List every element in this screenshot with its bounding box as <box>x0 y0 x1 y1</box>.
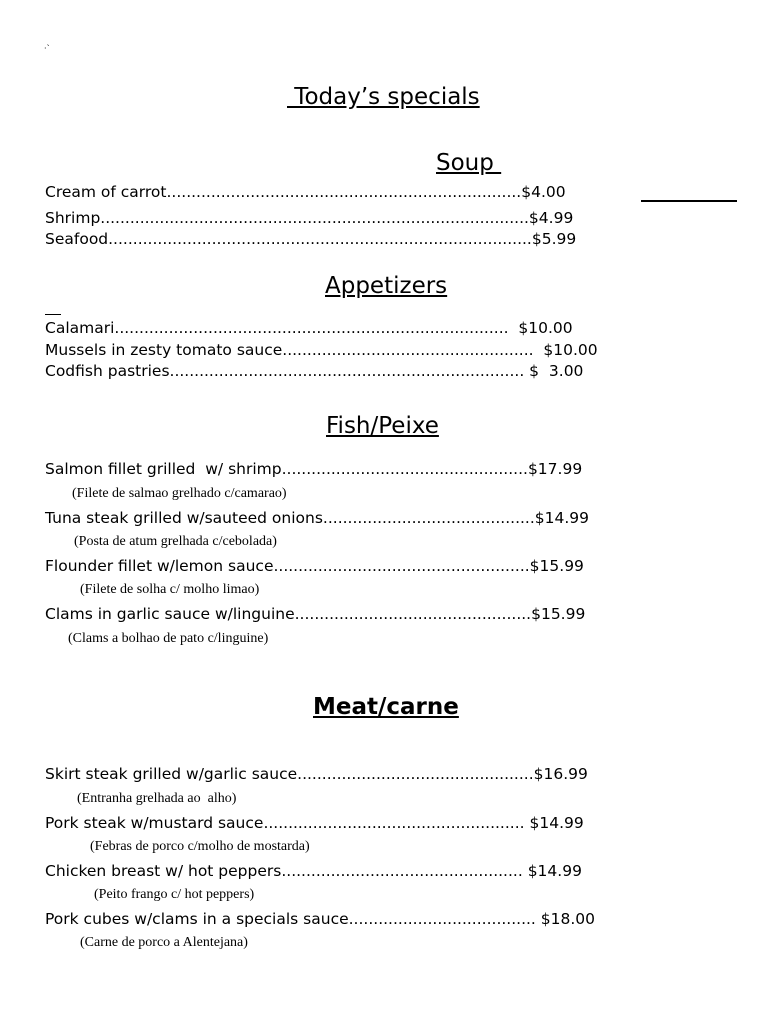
underline-rule <box>641 200 737 202</box>
menu-item-seafood: Seafood......................................................................................$5.99 <box>45 230 577 248</box>
small-rule <box>45 314 61 315</box>
menu-item-mussels: Mussels in zesty tomato sauce................................................... $10.00 <box>45 341 598 359</box>
translation-flounder: (Filete de solha c/ molho limao) <box>80 582 260 597</box>
menu-item-tuna: Tuna steak grilled w/sauteed onions...........................................$14.99 <box>45 509 590 527</box>
menu-item-calamari: Calamari................................................................................ $10.00 <box>45 319 573 337</box>
menu-item-shrimp: Shrimp.......................................................................................$4.99 <box>45 209 574 227</box>
translation-skirt-steak: (Entranha grelhada ao alho) <box>77 791 237 806</box>
menu-item-pork-steak: Pork steak w/mustard sauce..................................................... $14.99 <box>45 814 584 832</box>
menu-item-skirt-steak: Skirt steak grilled w/garlic sauce................................................$16.99 <box>45 765 588 783</box>
translation-tuna: (Posta de atum grelhada c/cebolada) <box>74 534 277 549</box>
translation-salmon: (Filete de salmao grelhado c/camarao) <box>72 486 287 501</box>
translation-pork-cubes: (Carne de porco a Alentejana) <box>80 935 248 950</box>
section-title-soup: Soup <box>436 150 502 176</box>
section-title-meat: Meat/carne <box>313 694 459 720</box>
menu-item-salmon: Salmon fillet grilled w/ shrimp..................................................$17.99 <box>45 460 583 478</box>
menu-item-flounder: Flounder fillet w/lemon sauce....................................................$15.99 <box>45 557 584 575</box>
stray-mark: ·` <box>44 44 51 53</box>
section-title-fish: Fish/Peixe <box>326 413 439 439</box>
section-title-appetizers: Appetizers <box>325 273 448 299</box>
menu-item-cream-of-carrot: Cream of carrot........................................................................$4.00 <box>45 183 566 201</box>
page-title: Today’s specials <box>287 84 480 110</box>
menu-item-pork-cubes: Pork cubes w/clams in a specials sauce...................................... $18.00 <box>45 910 596 928</box>
translation-chicken-breast: (Peito frango c/ hot peppers) <box>94 887 255 902</box>
menu-item-chicken-breast: Chicken breast w/ hot peppers................................................. $14.99 <box>45 862 582 880</box>
menu-item-clams: Clams in garlic sauce w/linguine................................................$15.99 <box>45 605 586 623</box>
menu-item-codfish-pastries: Codfish pastries........................................................................ $ 3.00 <box>45 362 584 380</box>
translation-pork-steak: (Febras de porco c/molho de mostarda) <box>90 839 310 854</box>
translation-clams: (Clams a bolhao de pato c/linguine) <box>68 631 269 646</box>
